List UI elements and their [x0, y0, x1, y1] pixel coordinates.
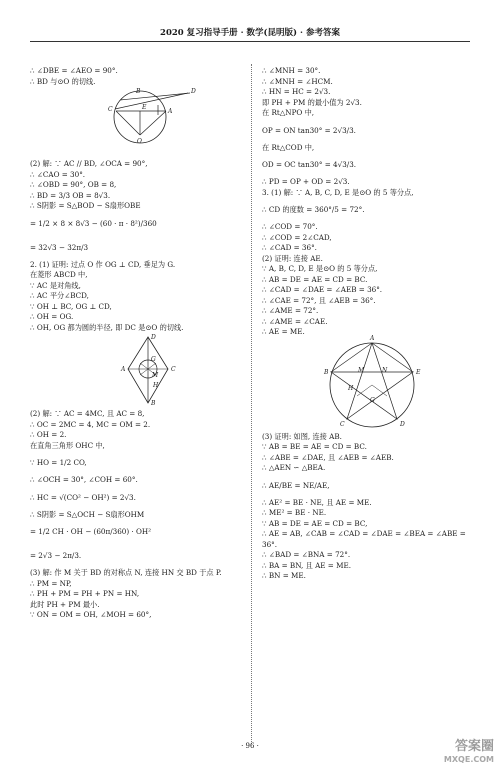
solution-line: ∴ ∠MNH = 30°.	[262, 66, 321, 75]
solution-line: 即 PH + PM 的最小值为 2√3.	[262, 97, 362, 107]
solution-line: (2) 解: ∵ AC = 4MC, 且 AC = 8,	[30, 409, 145, 418]
label-B: B	[151, 400, 156, 407]
solution-line: ∴ AC 平分∠BCD,	[30, 291, 89, 300]
pentagram-diagram	[262, 338, 484, 432]
solution-line: ∴ PM = NP,	[30, 578, 72, 588]
solution-line: ∵ ON = OM = OH, ∠MOH = 60°,	[30, 610, 152, 619]
solution-line: 在 Rt△COD 中,	[262, 142, 315, 152]
solution-line: 3. (1) 解: ∵ A, B, C, D, E 是⊙O 的 5 等分点,	[262, 187, 414, 197]
solution-line: = 1/2 CH · OH − (60π/360) · OH²	[30, 527, 152, 536]
solution-line: ∴ HC = √(CO² − OH²) = 2√3.	[30, 492, 136, 502]
solution-line: ∴ PH + PM = PH + PN = HN,	[30, 589, 140, 598]
solution-line: ∴ OH = OG.	[30, 312, 74, 321]
solution-line: (3) 解: 作 M 关于 BD 的对称点 N, 连接 HN 交 BD 于点 P.	[30, 568, 222, 577]
solution-line: ∴ AE = AB, ∠CAB = ∠CAD = ∠DAE = ∠BEA = ∠ABE =	[262, 529, 466, 538]
label-M: M	[152, 372, 159, 379]
label-C: C	[108, 106, 113, 113]
label-A: A	[121, 366, 126, 373]
figure-pentagram	[262, 334, 484, 432]
page-number: · 96 ·	[241, 742, 259, 750]
solution-line: 此时 PH + PM 最小.	[30, 599, 100, 609]
solution-line: ∴ △AEN ∽ △BEA.	[262, 463, 326, 472]
label-D: D	[151, 334, 156, 341]
solution-line: (2) 证明: 连接 AE.	[262, 253, 323, 263]
solution-line: ∴ S阴影 = S△BOD − S扇形OBE	[30, 201, 141, 210]
solution-line: (2) 解: ∵ AC // BD, ∠OCA = 90°,	[30, 159, 148, 168]
solution-line: ∴ ∠OBD = 90°, OB = 8,	[30, 180, 117, 189]
solution-line: ∴ ∠CAD = 36°.	[262, 243, 317, 252]
solution-line: ∴ OH = 2.	[30, 430, 67, 439]
solution-line: ∴ AE/BE = NE/AE,	[262, 480, 330, 490]
solution-line: ∵ AB = BE = AE = CD = BC.	[262, 442, 367, 451]
solution-line: ∴ HN = HC = 2√3.	[262, 87, 331, 96]
solution-line: ∴ ME² = BE · NE.	[262, 508, 327, 517]
solution-line: ∴ BD = 3/3 OB = 8√3.	[30, 190, 111, 200]
solution-line: ∴ ∠CAE = 72°, 且 ∠AEB = 36°.	[262, 295, 376, 305]
solution-line: ∴ ∠ABE = ∠DAE, 且 ∠AEB = ∠AEB.	[262, 452, 394, 462]
label-E: E	[416, 368, 421, 376]
rhombus-diagram	[30, 333, 252, 409]
label-H: H	[153, 382, 159, 389]
label-B: B	[136, 88, 141, 95]
circle-tangent-diagram	[30, 87, 252, 159]
label-G: G	[370, 396, 375, 404]
solution-line: 在直角三角形 OHC 中,	[30, 440, 105, 450]
solution-line: ∴ AE = ME.	[262, 327, 305, 336]
solution-line: ∴ AE² = BE · NE, 且 AE = ME.	[262, 497, 372, 507]
watermark-title: 答案圈	[454, 739, 494, 754]
solution-line: ∵ AB = DE = AE = CD = BC,	[262, 518, 368, 528]
right-column	[262, 66, 484, 582]
label-D: D	[191, 88, 196, 95]
solution-line: ∴ BA = BN, 且 AE = ME.	[262, 560, 351, 570]
solution-line: ∴ ∠AME = 72°.	[262, 306, 319, 315]
label-G: G	[151, 356, 156, 363]
solution-line: ∴ OC = 2MC = 4, MC = OM = 2.	[30, 419, 151, 429]
solution-line: OD = OC tan30° = 4√3/3.	[262, 160, 357, 169]
label-M: M	[358, 366, 365, 374]
solution-line: ∴ ∠COD = 2∠CAD,	[262, 232, 332, 242]
solution-line: 36°.	[262, 539, 278, 549]
solution-line: ∴ S阴影 = S△OCH − S扇形OHM	[30, 509, 145, 519]
label-E: E	[142, 104, 147, 111]
solution-line: ∴ CD 的度数 = 360°/5 = 72°.	[262, 205, 365, 214]
label-A: A	[370, 334, 375, 342]
solution-line: ∵ AC 是对角线,	[30, 280, 81, 290]
solution-line: ∴ BD 与⊙O 的切线.	[30, 76, 96, 86]
left-column	[30, 66, 252, 621]
solution-line: ∴ ∠CAO = 30°.	[30, 169, 86, 179]
label-C: C	[340, 420, 345, 428]
solution-line: ∴ ∠MNH = ∠HCM.	[262, 76, 333, 86]
solution-line: ∴ ∠AME = ∠CAE.	[262, 316, 328, 326]
solution-line: ∵ HO = 1/2 CO,	[30, 458, 87, 467]
label-A: A	[168, 108, 173, 115]
solution-line: 在 Rt△NPO 中,	[262, 108, 315, 117]
figure-rhombus	[30, 333, 252, 409]
solution-line: ∴ AB = DE = AE = CD = BC.	[262, 274, 368, 284]
watermark-url: MXQE.COM	[443, 755, 494, 764]
solution-line: ∴ OH, OG 都为圆的半径, 即 DC 是⊙O 的切线.	[30, 322, 184, 332]
label-D: D	[400, 420, 405, 428]
solution-line: = 32√3 − 32π/3	[30, 242, 89, 252]
solution-line: ∴ ∠CAD = ∠DAE = ∠AEB = 36°.	[262, 285, 383, 294]
solution-line: 在菱形 ABCD 中,	[30, 270, 88, 279]
page-header: 2020 复习指导手册 · 数学(昆明版) · 参考答案	[160, 28, 340, 38]
solution-line: ∵ A, B, C, D, E 是⊙O 的 5 等分点,	[262, 264, 378, 273]
solution-line: 2. (1) 证明: 过点 O 作 OG ⊥ CD, 垂足为 G.	[30, 259, 176, 269]
solution-line: = 1/2 × 8 × 8√3 − (60 · π · 8²)/360	[30, 218, 157, 228]
solution-line: ∵ OH ⊥ BC, OG ⊥ CD,	[30, 301, 112, 311]
figure-circle-tangent	[30, 87, 252, 159]
header-rule	[30, 41, 470, 42]
solution-line: ∴ ∠OCH = 30°, ∠COH = 60°.	[30, 475, 138, 484]
solution-line: = 2√3 − 2π/3.	[30, 551, 82, 560]
watermark-logo	[444, 740, 494, 766]
solution-line: ∴ ∠DBE = ∠AEO = 90°.	[30, 66, 118, 75]
label-H: H	[348, 384, 354, 392]
solution-line: ∴ PD = OP + OD = 2√3.	[262, 177, 350, 186]
label-O: O	[137, 138, 142, 145]
label-N: N	[382, 366, 388, 374]
solution-line: ∴ ∠COD = 70°.	[262, 222, 318, 231]
label-B: B	[324, 368, 329, 376]
solution-line: ∴ BN = ME.	[262, 571, 306, 580]
solution-line: (3) 证明: 如图, 连接 AB.	[262, 431, 342, 441]
solution-line: OP = ON tan30° = 2√3/3.	[262, 125, 356, 135]
label-C: C	[171, 366, 176, 373]
solution-line: ∴ ∠BAD = ∠BNA = 72°.	[262, 550, 351, 559]
